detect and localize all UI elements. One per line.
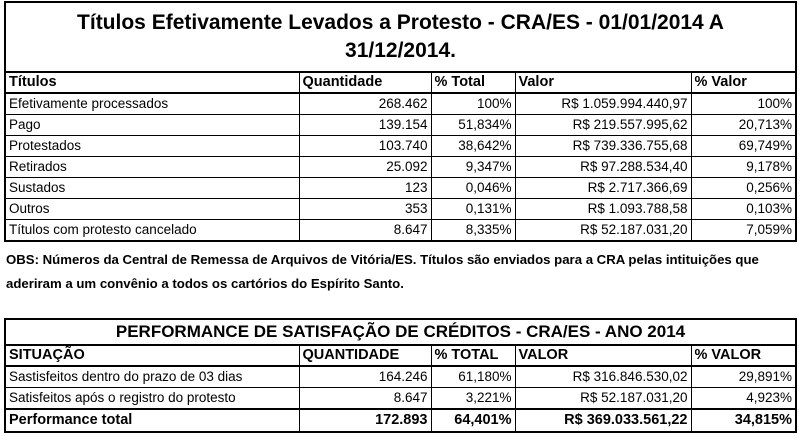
row-percent-value: 0,256% [691, 178, 796, 199]
row-quantity: 123 [299, 178, 431, 199]
row-label: Protestados [5, 136, 299, 157]
row-label: Efetivamente processados [5, 93, 299, 115]
header-valor: VALOR [515, 345, 691, 366]
table-row [5, 178, 796, 199]
table-row [5, 388, 796, 410]
table-row [5, 199, 796, 220]
row-value: R$ 2.717.366,69 [515, 178, 691, 199]
header-titulos: Títulos [5, 72, 299, 93]
row-percent-value: 29,891% [691, 366, 796, 388]
row-value: R$ 316.846.530,02 [515, 366, 691, 388]
row-percent-value: 7,059% [691, 220, 796, 242]
row-quantity: 103.740 [299, 136, 431, 157]
table-row [5, 115, 796, 136]
table-row [5, 136, 796, 157]
row-percent-value: 0,103% [691, 199, 796, 220]
observation-note: OBS: Números da Central de Remessa de Arquivos de Vitória/ES. Títulos são enviados para a CRA pelas intituições que aderiram a um convênio a todos os cartórios do Espírito Santo. [6, 252, 759, 291]
total-quantity: 172.893 [299, 409, 431, 432]
row-percent-total: 0,131% [431, 199, 515, 220]
table-title: PERFORMANCE DE SATISFAÇÃO DE CRÉDITOS - CRA/ES - ANO 2014 [5, 319, 796, 345]
row-value: R$ 97.288.534,40 [515, 157, 691, 178]
row-quantity: 8.647 [299, 220, 431, 242]
table-title: Títulos Efetivamente Levados a Protesto - CRA/ES - 01/01/2014 A 31/12/2014. [5, 2, 796, 72]
row-value: R$ 739.336.755,68 [515, 136, 691, 157]
header-percent-total: % Total [431, 72, 515, 93]
row-value: R$ 219.557.995,62 [515, 115, 691, 136]
credit-satisfaction-table [4, 318, 797, 433]
header-percent-valor: % Valor [691, 72, 796, 93]
row-percent-total: 61,180% [431, 366, 515, 388]
total-label: Performance total [5, 409, 299, 432]
row-value: R$ 1.059.994.440,97 [515, 93, 691, 115]
row-quantity: 164.246 [299, 366, 431, 388]
row-quantity: 353 [299, 199, 431, 220]
row-label: Satisfeitos após o registro do protesto [5, 388, 299, 410]
row-percent-total: 9,347% [431, 157, 515, 178]
row-value: R$ 52.187.031,20 [515, 388, 691, 410]
row-percent-total: 8,335% [431, 220, 515, 242]
row-label: Sastisfeitos dentro do prazo de 03 dias [5, 366, 299, 388]
row-percent-total: 3,221% [431, 388, 515, 410]
total-value: R$ 369.033.561,22 [515, 409, 691, 432]
row-percent-total: 0,046% [431, 178, 515, 199]
row-quantity: 25.092 [299, 157, 431, 178]
table-row [5, 220, 796, 242]
row-quantity: 8.647 [299, 388, 431, 410]
row-label: Pago [5, 115, 299, 136]
row-label: Outros [5, 199, 299, 220]
total-percent-total: 64,401% [431, 409, 515, 432]
total-row [5, 409, 796, 432]
row-value: R$ 1.093.788,58 [515, 199, 691, 220]
row-label: Títulos com protesto cancelado [5, 220, 299, 242]
protest-titles-table [4, 1, 797, 242]
header-quantidade: Quantidade [299, 72, 431, 93]
row-percent-value: 100% [691, 93, 796, 115]
row-percent-value: 4,923% [691, 388, 796, 410]
row-label: Sustados [5, 178, 299, 199]
row-value: R$ 52.187.031,20 [515, 220, 691, 242]
row-percent-value: 69,749% [691, 136, 796, 157]
table-header-row [5, 345, 796, 366]
header-valor: Valor [515, 72, 691, 93]
header-percent-total: % TOTAL [431, 345, 515, 366]
table-row [5, 157, 796, 178]
row-percent-value: 9,178% [691, 157, 796, 178]
row-percent-total: 51,834% [431, 115, 515, 136]
table-row [5, 93, 796, 115]
row-percent-total: 100% [431, 93, 515, 115]
header-quantidade: QUANTIDADE [299, 345, 431, 366]
header-situacao: SITUAÇÃO [5, 345, 299, 366]
row-percent-total: 38,642% [431, 136, 515, 157]
table-row [5, 366, 796, 388]
header-percent-valor: % VALOR [691, 345, 796, 366]
total-percent-value: 34,815% [691, 409, 796, 432]
row-label: Retirados [5, 157, 299, 178]
row-quantity: 139.154 [299, 115, 431, 136]
table-header-row [5, 72, 796, 93]
row-percent-value: 20,713% [691, 115, 796, 136]
row-quantity: 268.462 [299, 93, 431, 115]
